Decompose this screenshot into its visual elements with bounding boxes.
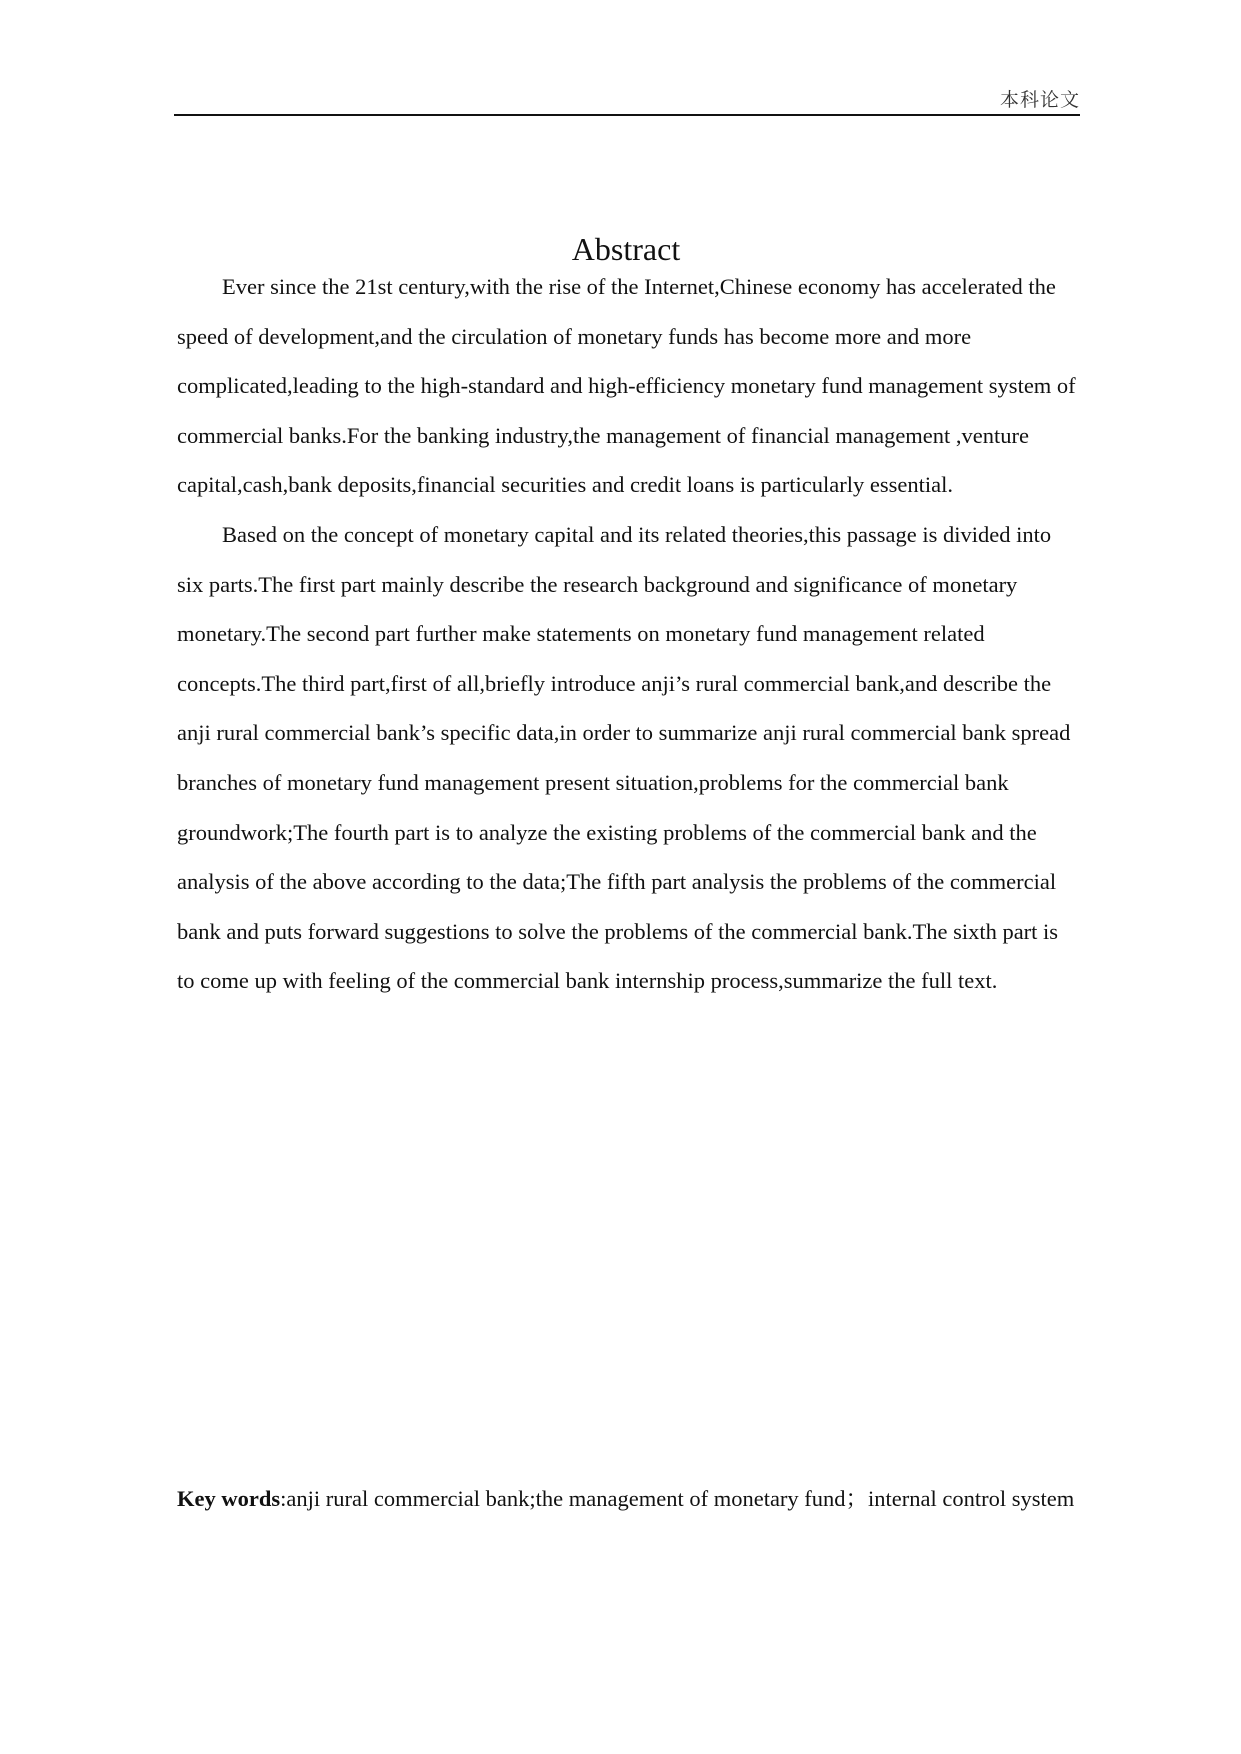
abstract-title: Abstract [571,231,681,268]
abstract-paragraph-1: Ever since the 21st century,with the rise of the Internet,Chinese economy has accelerated the speed of development,and the circulation of monetary funds has become more and more complicated,leading to the high-standard and high-efficiency monetary fund management system of commercial banks.For the banking industry,the management of financial management ,venture capital,cash,bank deposits,financial securities and credit loans is particularly essential. [177,274,1076,498]
keywords-label: Key words [177,1486,281,1511]
header-divider [174,114,1080,116]
keywords-section [177,1482,1081,1515]
keywords-text: :anji rural commercial bank;the management of monetary fund；internal control system [280,1486,1075,1511]
abstract-paragraph-2: Based on the concept of monetary capital and its related theories,this passage is divided into six parts.The first part mainly describe the research background and significance of monetary monetary.The second part further make statements on monetary fund management related concepts.The third part,first of all,briefly introduce anji’s rural commercial bank,and describe the anji rural commercial bank’s specific data,in order to summarize anji rural commercial bank spread branches of monetary fund management present situation,problems for the commercial bank groundwork;The fourth part is to analyze the existing problems of the commercial bank and the analysis of the above according to the data;The fifth part analysis the problems of the commercial bank and puts forward suggestions to solve the problems of the commercial bank.The sixth part is to come up with feeling of the commercial bank internship process,summarize the full text. [177,521,1071,994]
running-header: 本科论文 [999,89,1080,111]
abstract-body [177,262,1081,1006]
